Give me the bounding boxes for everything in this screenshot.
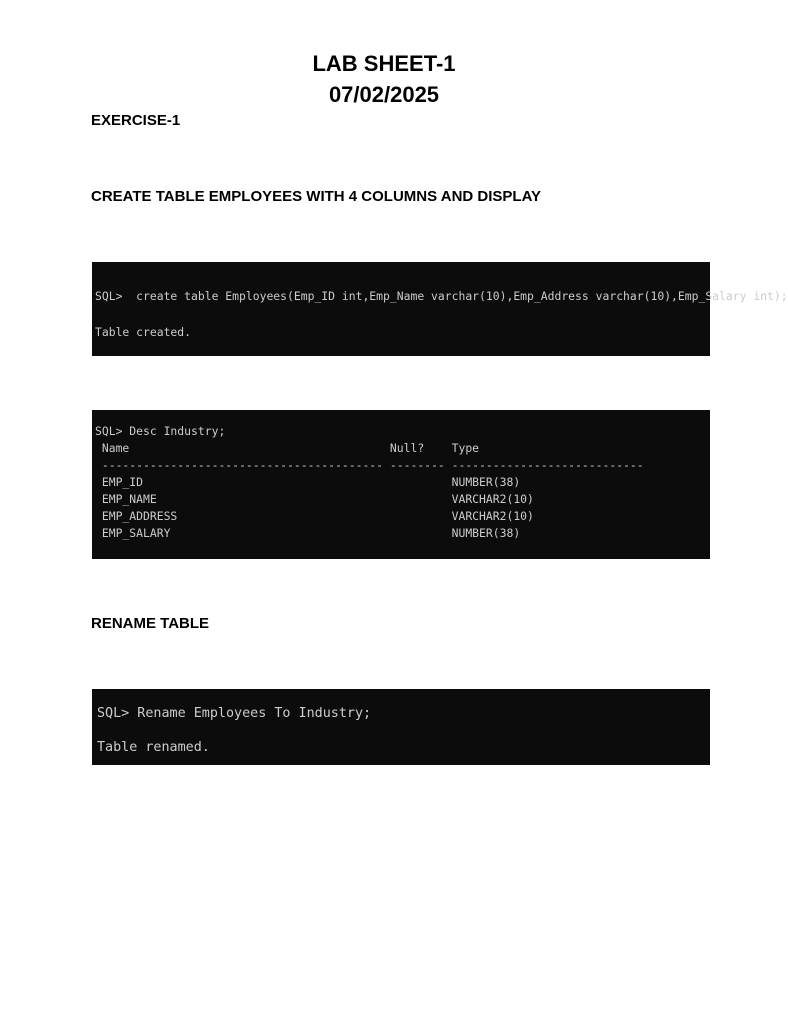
describe-row: EMP_NAME VARCHAR2(10)	[95, 492, 534, 506]
describe-separator: ----------------------------------------- -------- ----------------------------	[95, 458, 644, 472]
terminal-result: Table renamed.	[97, 740, 210, 755]
section-create-table-heading: CREATE TABLE EMPLOYEES WITH 4 COLUMNS AND DISPLAY	[91, 188, 542, 205]
terminal-command: SQL> Desc Industry;	[95, 424, 226, 438]
terminal-command: SQL> Rename Employees To Industry;	[97, 706, 372, 721]
terminal-command: SQL> create table Employees(Emp_ID int,Emp_Name varchar(10),Emp_Address varchar(10),Emp_Salary int);	[95, 289, 788, 303]
terminal-describe-table	[92, 410, 710, 559]
describe-row: EMP_ID NUMBER(38)	[95, 475, 521, 489]
section-rename-table-heading: RENAME TABLE	[91, 615, 210, 632]
describe-header: Name Null? Type	[95, 441, 480, 455]
exercise-heading: EXERCISE-1	[91, 112, 181, 129]
page-date: 07/02/2025	[328, 82, 440, 107]
describe-row: EMP_SALARY NUMBER(38)	[95, 526, 521, 540]
terminal-result: Table created.	[95, 325, 192, 339]
terminal-rename-table	[92, 689, 710, 765]
terminal-create-table	[92, 262, 788, 356]
describe-row: EMP_ADDRESS VARCHAR2(10)	[95, 509, 534, 523]
page-title: LAB SHEET-1	[312, 51, 456, 76]
